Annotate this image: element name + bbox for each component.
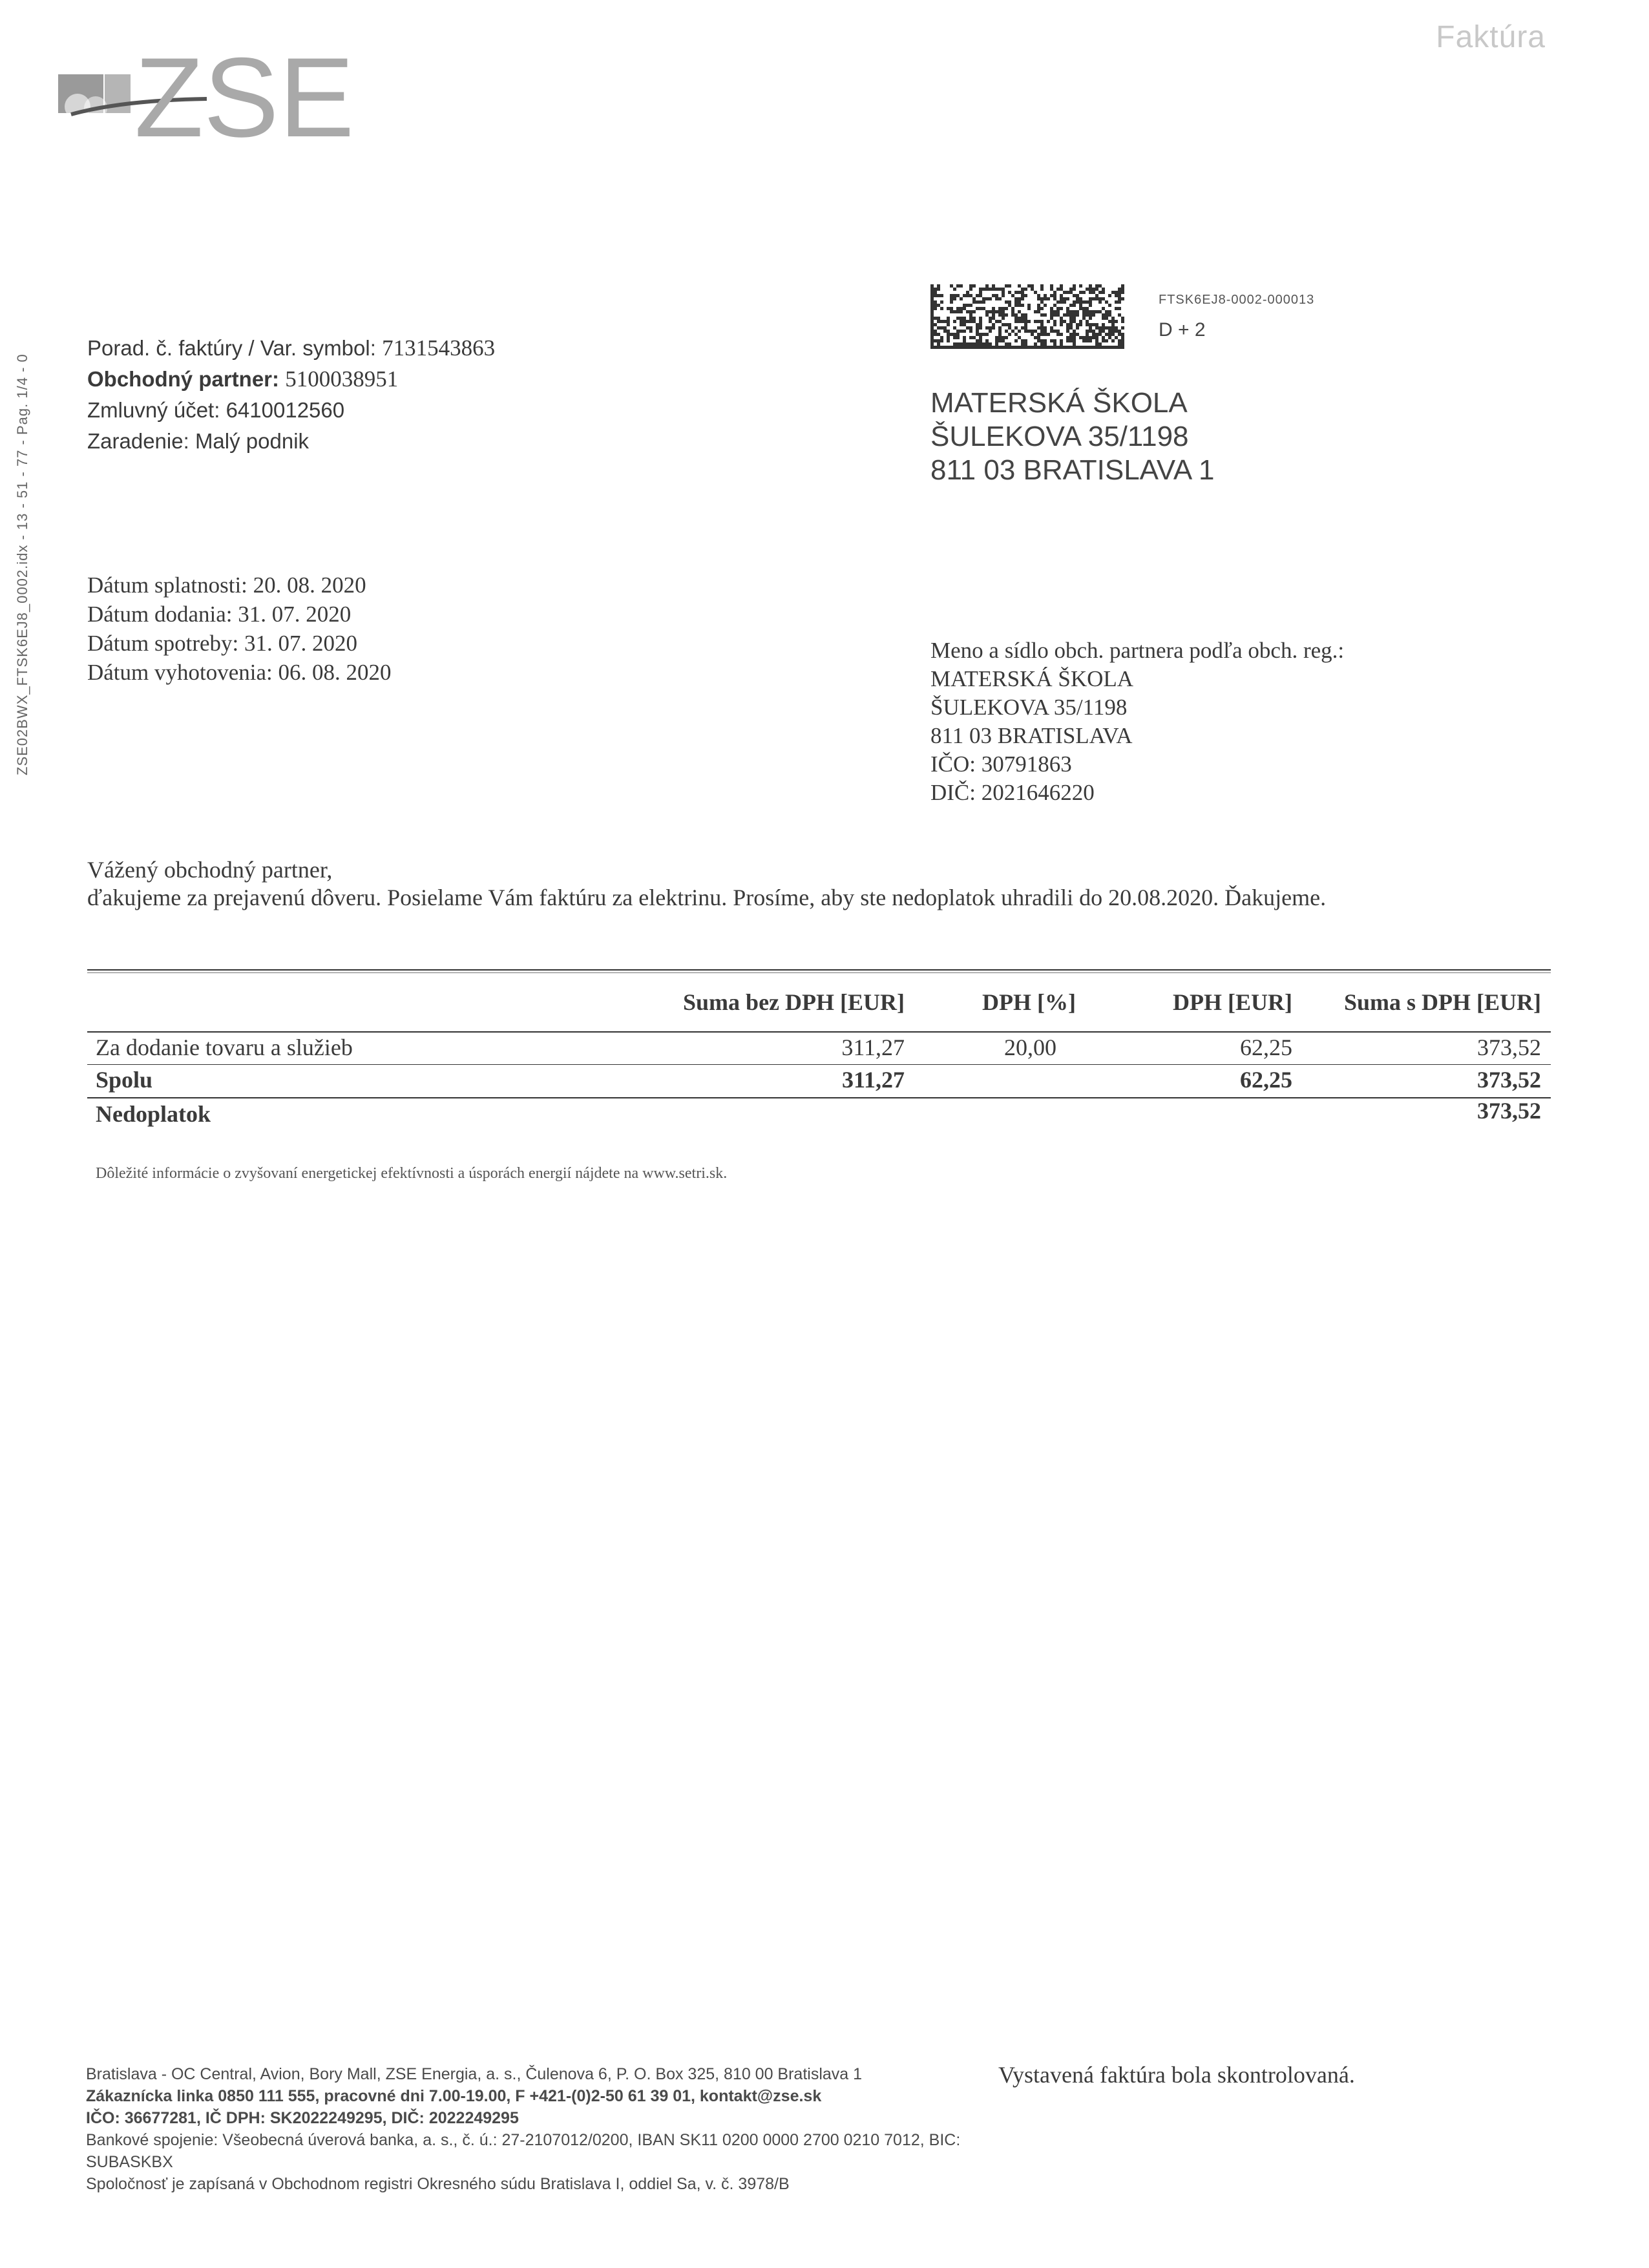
category-value: Malý podnik	[194, 429, 310, 453]
recipient-line-3: 811 03 BRATISLAVA 1	[930, 454, 1215, 486]
sum-rule	[87, 1097, 1551, 1098]
header-total: Suma s DPH [EUR]	[1343, 989, 1541, 1015]
sum-base: 311,27	[841, 1067, 905, 1093]
footer-ids: IČO: 36677281, IČ DPH: SK2022249295, DIČ: 2022249295	[86, 2109, 519, 2127]
registered-partner-ico: IČO: 30791863	[930, 751, 1072, 777]
header-base: Suma bez DPH [EUR]	[683, 989, 905, 1015]
datamatrix-barcode	[930, 284, 1124, 349]
invoice-number-label: Porad. č. faktúry / Var. symbol:	[87, 336, 376, 360]
registered-partner-heading: Meno a sídlo obch. partnera podľa obch. reg.:	[930, 638, 1345, 663]
dates-block	[87, 571, 392, 687]
sum-vat-amount: 62,25	[1240, 1067, 1292, 1093]
document-type-label: Faktúra	[1436, 20, 1546, 54]
footer-bank: Bankové spojenie: Všeobecná úverová banka, a. s., č. ú.: 27-2107012/0200, IBAN SK11 0200 0000 2700 0210 7012, BIC:	[86, 2131, 961, 2149]
header-vat-amount: DPH [EUR]	[1173, 989, 1292, 1015]
table-header-rule	[87, 1031, 1551, 1033]
sum-total: 373,52	[1477, 1067, 1541, 1093]
arrears-label: Nedoplatok	[96, 1101, 211, 1127]
row-rule	[87, 1064, 1551, 1065]
partner-value: 5100038951	[285, 366, 399, 392]
consumption-date: Dátum spotreby: 31. 07. 2020	[87, 631, 358, 656]
due-date: Dátum splatnosti: 20. 08. 2020	[87, 572, 366, 598]
barcode-code: FTSK6EJ8-0002-000013	[1159, 293, 1315, 307]
table-top-rule	[87, 969, 1551, 971]
row-label: Za dodanie tovaru a služieb	[96, 1034, 353, 1060]
registered-partner-line-3: 811 03 BRATISLAVA	[930, 723, 1133, 748]
issue-date: Dátum vyhotovenia: 06. 08. 2020	[87, 660, 392, 685]
registered-partner-line-2: ŠULEKOVA 35/1198	[930, 695, 1128, 720]
partner-row	[87, 364, 495, 395]
registered-partner-dic: DIČ: 2021646220	[930, 780, 1095, 805]
category-row	[87, 426, 495, 457]
footer-bic: SUBASKBX	[86, 2153, 173, 2171]
row-base: 311,27	[841, 1034, 905, 1060]
footer-address: Bratislava - OC Central, Avion, Bory Mall, ZSE Energia, a. s., Čulenova 6, P. O. Box 325, 810 00 Bratislava 1	[86, 2065, 863, 2083]
invoice-number-row	[87, 333, 495, 364]
row-total: 373,52	[1477, 1034, 1541, 1060]
zse-logo	[58, 36, 407, 145]
letter-text	[87, 856, 1326, 912]
recipient-line-1: MATERSKÁ ŠKOLA	[930, 387, 1188, 419]
row-vat-amount: 62,25	[1240, 1034, 1292, 1060]
svg-text:ZSE: ZSE	[134, 36, 355, 145]
delivery-date: Dátum dodania: 31. 07. 2020	[87, 602, 352, 627]
registered-partner	[930, 636, 1344, 807]
invoice-checked-note: Vystavená faktúra bola skontrolovaná.	[998, 2062, 1355, 2088]
invoice-info	[87, 333, 495, 457]
sum-label: Spolu	[96, 1067, 153, 1093]
account-value: 6410012560	[226, 398, 345, 422]
arrears-total: 373,52	[1477, 1098, 1541, 1124]
barcode-route: D + 2	[1159, 319, 1206, 341]
registered-partner-line-1: MATERSKÁ ŠKOLA	[930, 666, 1134, 691]
company-footer	[86, 2063, 960, 2195]
recipient-address	[930, 386, 1214, 487]
side-index-code: ZSE02BWX_FTSK6EJ8_0002.idx - 13 - 51 - 77 - Pag. 1/4 - 0	[14, 353, 30, 775]
recipient-line-2: ŠULEKOVA 35/1198	[930, 421, 1189, 452]
header-vat-rate: DPH [%]	[982, 989, 1076, 1015]
letter-greeting: Vážený obchodný partner,	[87, 857, 333, 883]
footer-hotline: Zákaznícka linka 0850 111 555, pracovné dni 7.00-19.00, F +421-(0)2-50 61 39 01, kontakt@zse.sk	[86, 2087, 822, 2105]
energy-efficiency-note: Dôležité informácie o zvyšovaní energetickej efektívnosti a úsporách energií nájdete na www.setri.sk.	[96, 1165, 728, 1182]
category-label: Zaradenie:	[87, 429, 189, 453]
footer-registry: Spoločnosť je zapísaná v Obchodnom registri Okresného súdu Bratislava I, oddiel Sa, v. č. 3978/B	[86, 2175, 790, 2193]
account-row	[87, 395, 495, 426]
row-vat-rate: 20,00	[1004, 1034, 1056, 1060]
invoice-number-value: 7131543863	[382, 335, 496, 361]
account-label: Zmluvný účet:	[87, 398, 220, 422]
letter-body: ďakujeme za prejavenú dôveru. Posielame Vám faktúru za elektrinu. Prosíme, aby ste nedoplatok uhradili do 20.08.2020. Ďakujeme.	[87, 885, 1327, 910]
partner-label: Obchodný partner:	[87, 367, 280, 391]
table-top-rule-2	[87, 972, 1551, 973]
